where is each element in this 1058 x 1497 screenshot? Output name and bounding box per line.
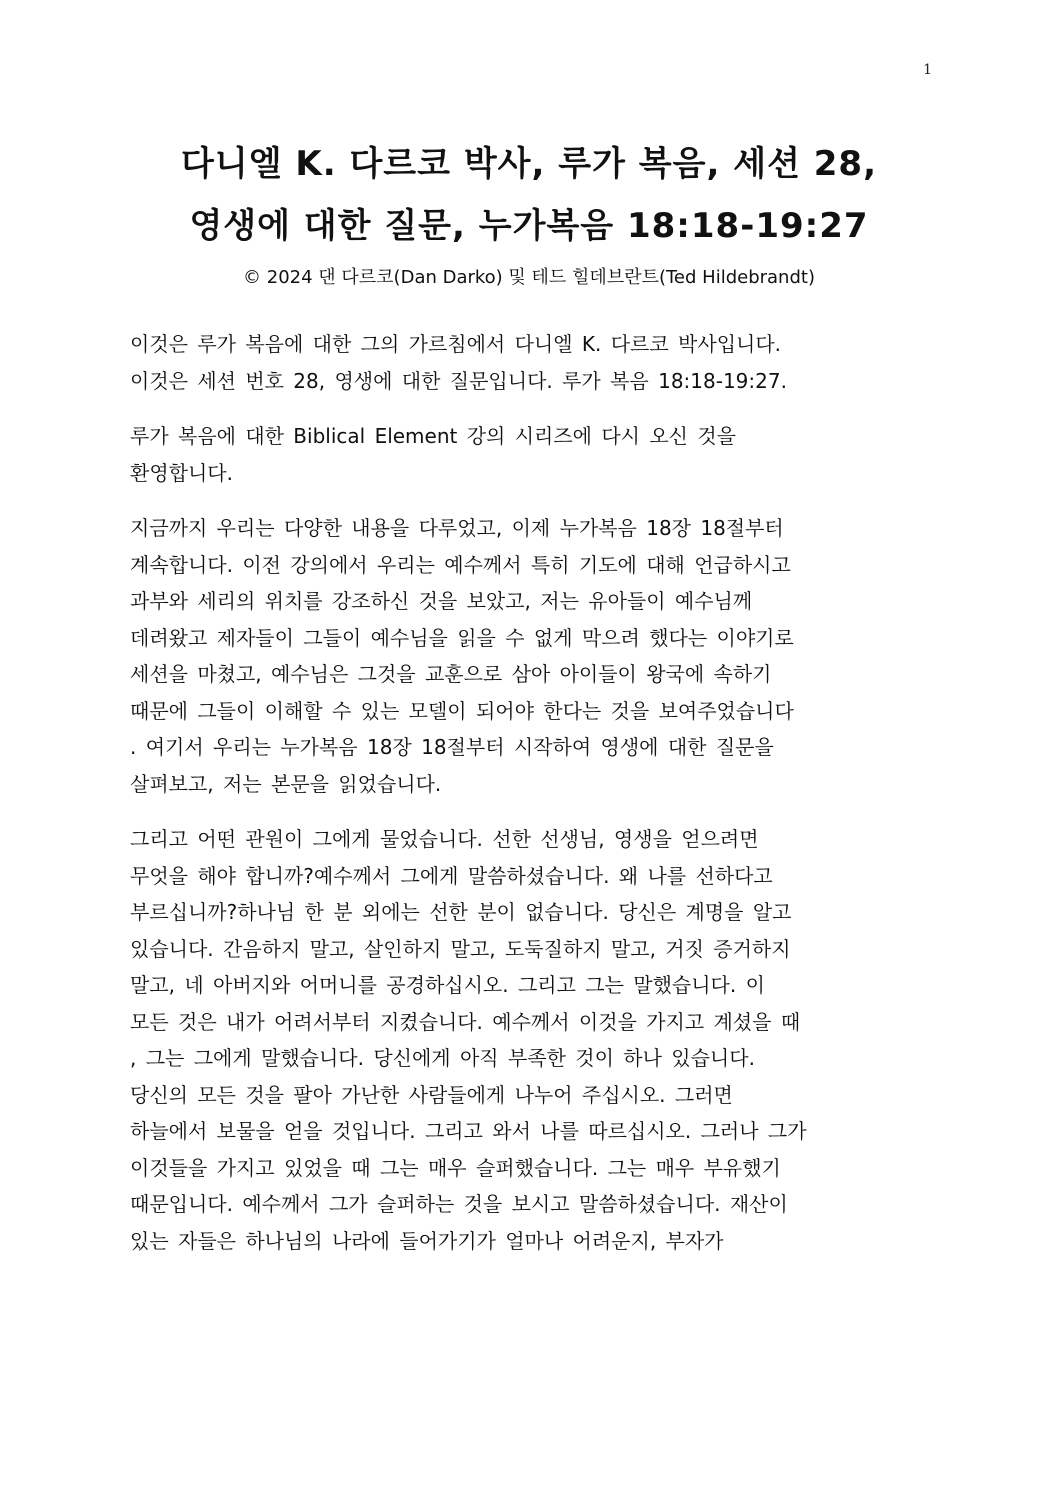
text-line: 이것은 루가 복음에 대한 그의 가르침에서 다니엘 K. 다르코 박사입니다. [130,332,782,356]
paragraph-intro [130,326,930,399]
text-line: 환영합니다. [130,460,233,485]
text-line: 하늘에서 보물을 얻을 것입니다. 그리고 와서 나를 따르십시오. 그러나 그가 [130,1119,807,1143]
text-line: 당신의 모든 것을 팔아 가난한 사람들에게 나누어 주십시오. 그러면 [130,1082,733,1107]
text-line: 데려왔고 제자들이 그들이 예수님을 읽을 수 없게 막으려 했다는 이야기로 [130,625,794,650]
copyright-notice: © 2024 댄 다르코(Dan Darko) 및 테드 힐데브란트(Ted Hildebrandt) [243,267,815,288]
text-line: 이것들을 가지고 있었을 때 그는 매우 슬퍼했습니다. 그는 매우 부유했기 [130,1155,781,1180]
text-line: 이것은 세션 번호 28, 영생에 대한 질문입니다. 루가 복음 18:18-19:27. [130,368,787,393]
text-line: . 여기서 우리는 누가복음 18장 18절부터 시작하여 영생에 대한 질문을 [130,735,774,759]
text-line: 루가 복음에 대한 Biblical Element 강의 시리즈에 다시 오신 것을 [130,424,736,448]
text-line: 있는 자들은 하나님의 나라에 들어가기가 얼마나 어려운지, 부자가 [130,1228,724,1253]
document-title [100,133,958,257]
text-line: , 그는 그에게 말했습니다. 당신에게 아직 부족한 것이 하나 있습니다. [130,1046,755,1070]
text-line: 말고, 네 아버지와 어머니를 공경하십시오. 그리고 그는 말했습니다. 이 [130,973,765,997]
text-line: 지금까지 우리는 다양한 내용을 다루었고, 이제 누가복음 18장 18절부터 [130,516,784,540]
text-line: 부르십니까?하나님 한 분 외에는 선한 분이 없습니다. 당신은 계명을 알고 [130,900,792,924]
page-number: 1 [923,62,932,78]
text-line: 과부와 세리의 위치를 강조하신 것을 보았고, 저는 유아들이 예수님께 [130,589,753,613]
text-line: 계속합니다. 이전 강의에서 우리는 예수께서 특히 기도에 대해 언급하시고 [130,552,791,577]
paragraph-scripture [130,821,930,1259]
text-line: 때문입니다. 예수께서 그가 슬퍼하는 것을 보시고 말씀하셨습니다. 재산이 [130,1192,788,1216]
body-text [130,326,930,1278]
text-line: 무엇을 해야 합니까?예수께서 그에게 말씀하셨습니다. 왜 나를 선하다고 [130,863,773,888]
text-line: 살펴보고, 저는 본문을 읽었습니다. [130,771,442,796]
paragraph-welcome [130,418,930,491]
text-line: 세션을 마쳤고, 예수님은 그것을 교훈으로 삼아 아이들이 왕국에 속하기 [130,662,772,686]
text-line: 때문에 그들이 이해할 수 있는 모델이 되어야 한다는 것을 보여주었습니다 [130,698,794,723]
paragraph-review [130,510,930,802]
title-line-2: 영생에 대한 질문, 누가복음 18:18-19:27 [189,206,869,246]
title-line-1: 다니엘 K. 다르코 박사, 루가 복음, 세션 28, [181,144,877,184]
text-line: 그리고 어떤 관원이 그에게 물었습니다. 선한 선생님, 영생을 얻으려면 [130,827,759,851]
text-line: 있습니다. 간음하지 말고, 살인하지 말고, 도둑질하지 말고, 거짓 증거하지 [130,936,791,961]
text-line: 모든 것은 내가 어려서부터 지켰습니다. 예수께서 이것을 가지고 계셨을 때 [130,1009,801,1034]
